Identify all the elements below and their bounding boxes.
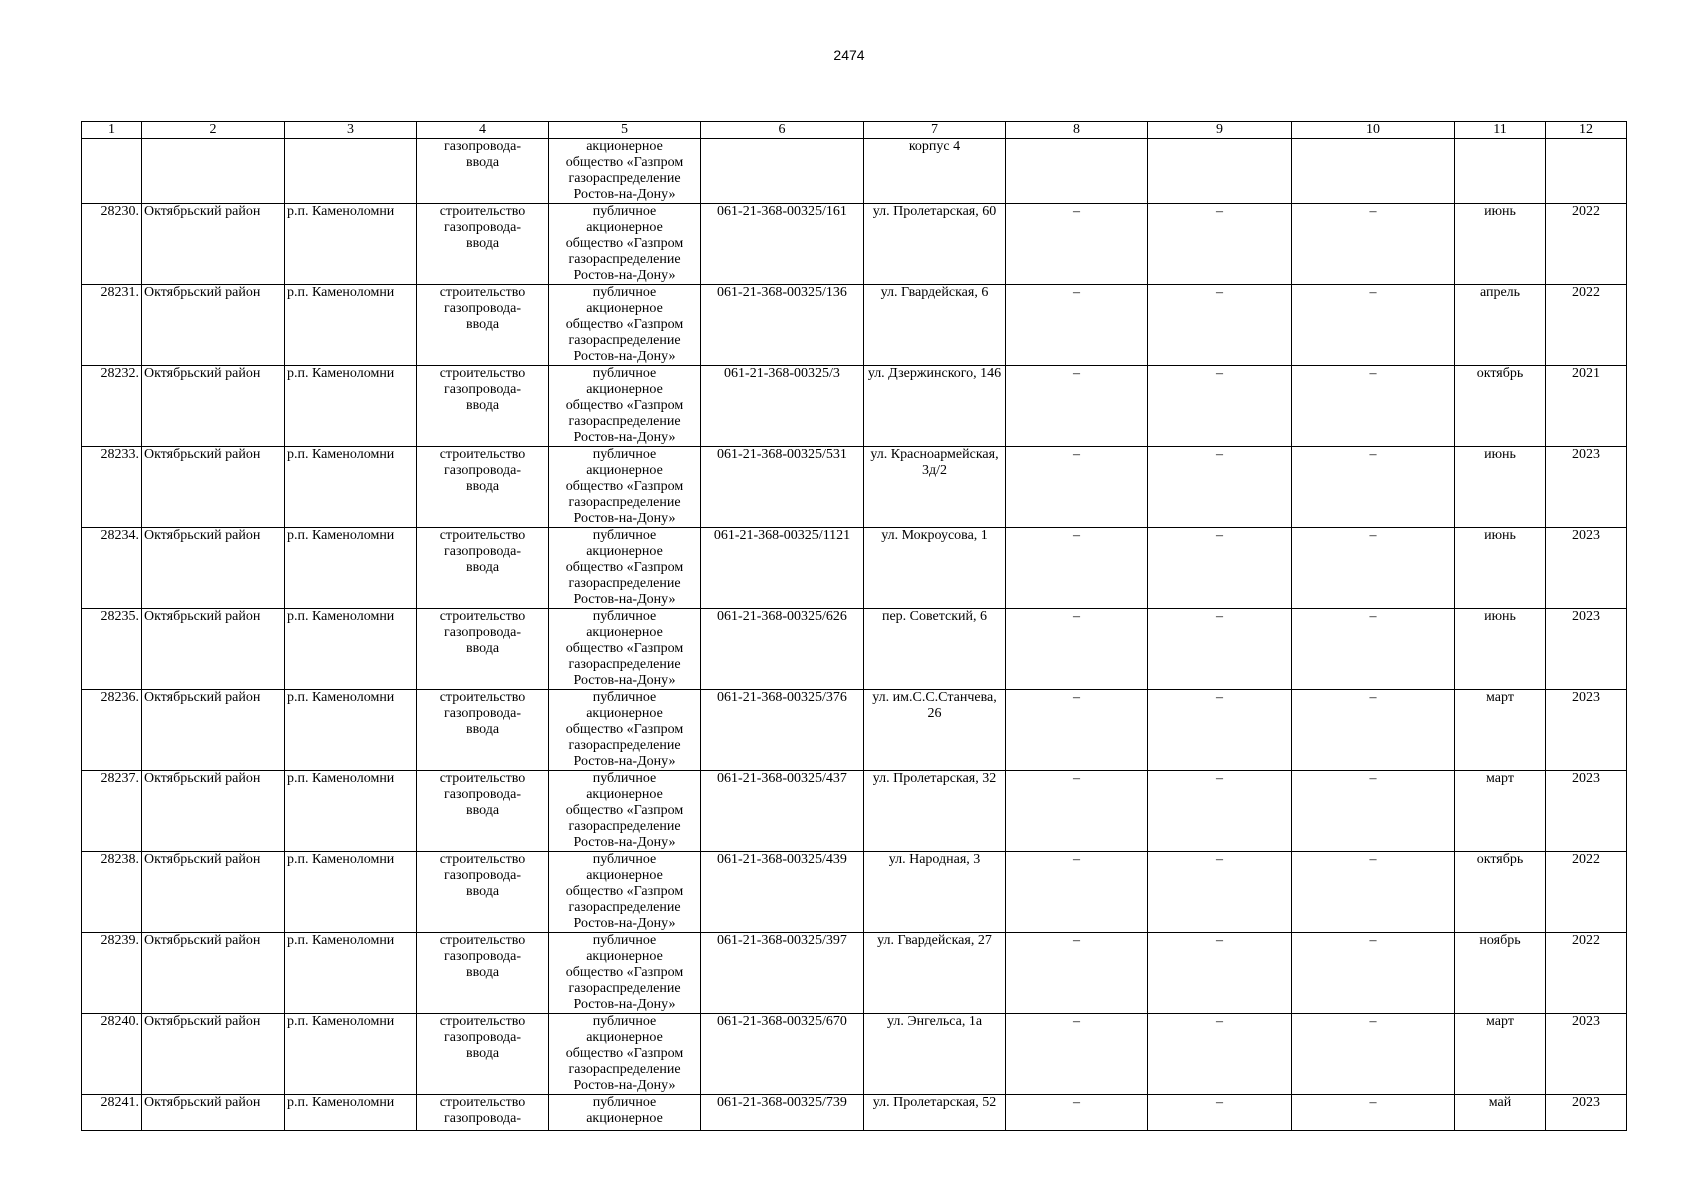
work-type-cell: строительство газопровода- ввода <box>417 609 549 690</box>
table-row <box>82 139 1627 204</box>
column-10-cell: – <box>1292 447 1455 528</box>
object-code-cell: 061-21-368-00325/437 <box>701 771 864 852</box>
month-cell: июнь <box>1455 609 1546 690</box>
year-cell: 2021 <box>1546 366 1627 447</box>
year-cell: 2022 <box>1546 285 1627 366</box>
object-code-cell: 061-21-368-00325/376 <box>701 690 864 771</box>
work-type-cell: строительство газопровода- ввода <box>417 285 549 366</box>
table-row <box>82 852 1627 933</box>
locality-cell: р.п. Каменоломни <box>285 447 417 528</box>
column-9-cell: – <box>1148 609 1292 690</box>
column-10-cell: – <box>1292 933 1455 1014</box>
column-number-row <box>82 122 1627 139</box>
row-number-cell: 28233. <box>82 447 142 528</box>
row-number-cell: 28238. <box>82 852 142 933</box>
month-cell: октябрь <box>1455 852 1546 933</box>
column-header: 12 <box>1546 122 1627 139</box>
row-number-cell: 28236. <box>82 690 142 771</box>
district-cell: Октябрьский район <box>142 609 285 690</box>
owner-cell: публичное акционерное общество «Газпром газораспределение Ростов-на-Дону» <box>549 447 701 528</box>
column-8-cell: – <box>1006 1095 1148 1131</box>
month-cell <box>1455 139 1546 204</box>
column-9-cell: – <box>1148 528 1292 609</box>
owner-cell: публичное акционерное общество «Газпром газораспределение Ростов-на-Дону» <box>549 366 701 447</box>
year-cell: 2023 <box>1546 447 1627 528</box>
work-type-cell: газопровода- ввода <box>417 139 549 204</box>
table-row <box>82 771 1627 852</box>
district-cell: Октябрьский район <box>142 204 285 285</box>
column-8-cell: – <box>1006 285 1148 366</box>
locality-cell: р.п. Каменоломни <box>285 609 417 690</box>
locality-cell: р.п. Каменоломни <box>285 366 417 447</box>
table-row <box>82 1095 1627 1131</box>
column-10-cell: – <box>1292 528 1455 609</box>
column-header: 8 <box>1006 122 1148 139</box>
column-9-cell: – <box>1148 690 1292 771</box>
month-cell: март <box>1455 771 1546 852</box>
row-number-cell <box>82 139 142 204</box>
address-cell: ул. Гвардейская, 27 <box>864 933 1006 1014</box>
work-type-cell: строительство газопровода- ввода <box>417 204 549 285</box>
work-type-cell: строительство газопровода- ввода <box>417 933 549 1014</box>
table-row <box>82 204 1627 285</box>
column-8-cell: – <box>1006 366 1148 447</box>
address-cell: ул. Пролетарская, 52 <box>864 1095 1006 1131</box>
document-table <box>81 121 1627 1131</box>
object-code-cell <box>701 139 864 204</box>
district-cell: Октябрьский район <box>142 285 285 366</box>
column-8-cell: – <box>1006 852 1148 933</box>
work-type-cell: строительство газопровода- ввода <box>417 852 549 933</box>
table-row <box>82 447 1627 528</box>
year-cell: 2022 <box>1546 933 1627 1014</box>
column-9-cell <box>1148 139 1292 204</box>
object-code-cell: 061-21-368-00325/136 <box>701 285 864 366</box>
locality-cell: р.п. Каменоломни <box>285 852 417 933</box>
column-header: 4 <box>417 122 549 139</box>
address-cell: ул. Красноармейская, 3д/2 <box>864 447 1006 528</box>
column-header: 7 <box>864 122 1006 139</box>
work-type-cell: строительство газопровода- ввода <box>417 690 549 771</box>
column-9-cell: – <box>1148 204 1292 285</box>
locality-cell: р.п. Каменоломни <box>285 528 417 609</box>
month-cell: октябрь <box>1455 366 1546 447</box>
object-code-cell: 061-21-368-00325/670 <box>701 1014 864 1095</box>
column-8-cell: – <box>1006 447 1148 528</box>
column-9-cell: – <box>1148 285 1292 366</box>
column-header: 5 <box>549 122 701 139</box>
object-code-cell: 061-21-368-00325/531 <box>701 447 864 528</box>
column-8-cell <box>1006 139 1148 204</box>
work-type-cell: строительство газопровода- ввода <box>417 1014 549 1095</box>
column-header: 2 <box>142 122 285 139</box>
year-cell <box>1546 139 1627 204</box>
column-10-cell: – <box>1292 1095 1455 1131</box>
row-number-cell: 28241. <box>82 1095 142 1131</box>
owner-cell: публичное акционерное общество «Газпром газораспределение Ростов-на-Дону» <box>549 1014 701 1095</box>
owner-cell: публичное акционерное общество «Газпром газораспределение Ростов-на-Дону» <box>549 933 701 1014</box>
month-cell: март <box>1455 1014 1546 1095</box>
column-8-cell: – <box>1006 933 1148 1014</box>
locality-cell <box>285 139 417 204</box>
column-10-cell: – <box>1292 366 1455 447</box>
work-type-cell: строительство газопровода- <box>417 1095 549 1131</box>
row-number-cell: 28240. <box>82 1014 142 1095</box>
month-cell: июнь <box>1455 204 1546 285</box>
column-8-cell: – <box>1006 690 1148 771</box>
year-cell: 2023 <box>1546 609 1627 690</box>
district-cell: Октябрьский район <box>142 447 285 528</box>
column-10-cell: – <box>1292 852 1455 933</box>
row-number-cell: 28230. <box>82 204 142 285</box>
column-header: 10 <box>1292 122 1455 139</box>
table-row <box>82 1014 1627 1095</box>
district-cell: Октябрьский район <box>142 366 285 447</box>
owner-cell: публичное акционерное общество «Газпром газораспределение Ростов-на-Дону» <box>549 690 701 771</box>
column-9-cell: – <box>1148 1095 1292 1131</box>
row-number-cell: 28231. <box>82 285 142 366</box>
year-cell: 2023 <box>1546 771 1627 852</box>
column-header: 1 <box>82 122 142 139</box>
row-number-cell: 28234. <box>82 528 142 609</box>
locality-cell: р.п. Каменоломни <box>285 933 417 1014</box>
owner-cell: публичное акционерное общество «Газпром газораспределение Ростов-на-Дону» <box>549 204 701 285</box>
locality-cell: р.п. Каменоломни <box>285 1014 417 1095</box>
address-cell: ул. Пролетарская, 32 <box>864 771 1006 852</box>
address-cell: ул. Энгельса, 1а <box>864 1014 1006 1095</box>
district-cell: Октябрьский район <box>142 690 285 771</box>
column-header: 3 <box>285 122 417 139</box>
address-cell: ул. Дзержинского, 146 <box>864 366 1006 447</box>
column-10-cell: – <box>1292 204 1455 285</box>
work-type-cell: строительство газопровода- ввода <box>417 528 549 609</box>
district-cell: Октябрьский район <box>142 1014 285 1095</box>
row-number-cell: 28235. <box>82 609 142 690</box>
month-cell: июнь <box>1455 528 1546 609</box>
address-cell: пер. Советский, 6 <box>864 609 1006 690</box>
column-10-cell: – <box>1292 690 1455 771</box>
column-header: 9 <box>1148 122 1292 139</box>
locality-cell: р.п. Каменоломни <box>285 771 417 852</box>
address-cell: ул. им.С.С.Станчева, 26 <box>864 690 1006 771</box>
table-row <box>82 366 1627 447</box>
address-cell: ул. Пролетарская, 60 <box>864 204 1006 285</box>
table-row <box>82 609 1627 690</box>
page-number: 2474 <box>833 47 865 63</box>
row-number-cell: 28237. <box>82 771 142 852</box>
table-row <box>82 285 1627 366</box>
locality-cell: р.п. Каменоломни <box>285 204 417 285</box>
column-10-cell <box>1292 139 1455 204</box>
object-code-cell: 061-21-368-00325/397 <box>701 933 864 1014</box>
column-9-cell: – <box>1148 366 1292 447</box>
month-cell: май <box>1455 1095 1546 1131</box>
table-body <box>82 139 1627 1131</box>
row-number-cell: 28239. <box>82 933 142 1014</box>
year-cell: 2022 <box>1546 204 1627 285</box>
table-row <box>82 933 1627 1014</box>
work-type-cell: строительство газопровода- ввода <box>417 366 549 447</box>
owner-cell: публичное акционерное общество «Газпром газораспределение Ростов-на-Дону» <box>549 285 701 366</box>
address-cell: ул. Мокроусова, 1 <box>864 528 1006 609</box>
column-10-cell: – <box>1292 609 1455 690</box>
column-9-cell: – <box>1148 771 1292 852</box>
district-cell: Октябрьский район <box>142 771 285 852</box>
year-cell: 2023 <box>1546 690 1627 771</box>
column-header: 6 <box>701 122 864 139</box>
column-10-cell: – <box>1292 771 1455 852</box>
object-code-cell: 061-21-368-00325/626 <box>701 609 864 690</box>
district-cell <box>142 139 285 204</box>
year-cell: 2023 <box>1546 1095 1627 1131</box>
owner-cell: публичное акционерное общество «Газпром газораспределение Ростов-на-Дону» <box>549 852 701 933</box>
owner-cell: акционерное общество «Газпром газораспределение Ростов-на-Дону» <box>549 139 701 204</box>
column-8-cell: – <box>1006 1014 1148 1095</box>
month-cell: апрель <box>1455 285 1546 366</box>
row-number-cell: 28232. <box>82 366 142 447</box>
column-9-cell: – <box>1148 933 1292 1014</box>
work-type-cell: строительство газопровода- ввода <box>417 447 549 528</box>
column-8-cell: – <box>1006 771 1148 852</box>
object-code-cell: 061-21-368-00325/739 <box>701 1095 864 1131</box>
column-9-cell: – <box>1148 447 1292 528</box>
column-8-cell: – <box>1006 609 1148 690</box>
locality-cell: р.п. Каменоломни <box>285 690 417 771</box>
address-cell: ул. Народная, 3 <box>864 852 1006 933</box>
column-10-cell: – <box>1292 285 1455 366</box>
address-cell: ул. Гвардейская, 6 <box>864 285 1006 366</box>
year-cell: 2023 <box>1546 1014 1627 1095</box>
object-code-cell: 061-21-368-00325/161 <box>701 204 864 285</box>
table-row <box>82 690 1627 771</box>
locality-cell: р.п. Каменоломни <box>285 1095 417 1131</box>
work-type-cell: строительство газопровода- ввода <box>417 771 549 852</box>
object-code-cell: 061-21-368-00325/439 <box>701 852 864 933</box>
month-cell: март <box>1455 690 1546 771</box>
owner-cell: публичное акционерное общество «Газпром газораспределение Ростов-на-Дону» <box>549 771 701 852</box>
table-row <box>82 528 1627 609</box>
address-cell: корпус 4 <box>864 139 1006 204</box>
column-header: 11 <box>1455 122 1546 139</box>
year-cell: 2022 <box>1546 852 1627 933</box>
column-8-cell: – <box>1006 204 1148 285</box>
district-cell: Октябрьский район <box>142 933 285 1014</box>
owner-cell: публичное акционерное общество «Газпром газораспределение Ростов-на-Дону» <box>549 609 701 690</box>
object-code-cell: 061-21-368-00325/3 <box>701 366 864 447</box>
month-cell: ноябрь <box>1455 933 1546 1014</box>
object-code-cell: 061-21-368-00325/1121 <box>701 528 864 609</box>
owner-cell: публичное акционерное общество «Газпром газораспределение Ростов-на-Дону» <box>549 528 701 609</box>
district-cell: Октябрьский район <box>142 528 285 609</box>
month-cell: июнь <box>1455 447 1546 528</box>
district-cell: Октябрьский район <box>142 1095 285 1131</box>
column-8-cell: – <box>1006 528 1148 609</box>
locality-cell: р.п. Каменоломни <box>285 285 417 366</box>
column-10-cell: – <box>1292 1014 1455 1095</box>
column-9-cell: – <box>1148 1014 1292 1095</box>
year-cell: 2023 <box>1546 528 1627 609</box>
district-cell: Октябрьский район <box>142 852 285 933</box>
owner-cell: публичное акционерное <box>549 1095 701 1131</box>
column-9-cell: – <box>1148 852 1292 933</box>
